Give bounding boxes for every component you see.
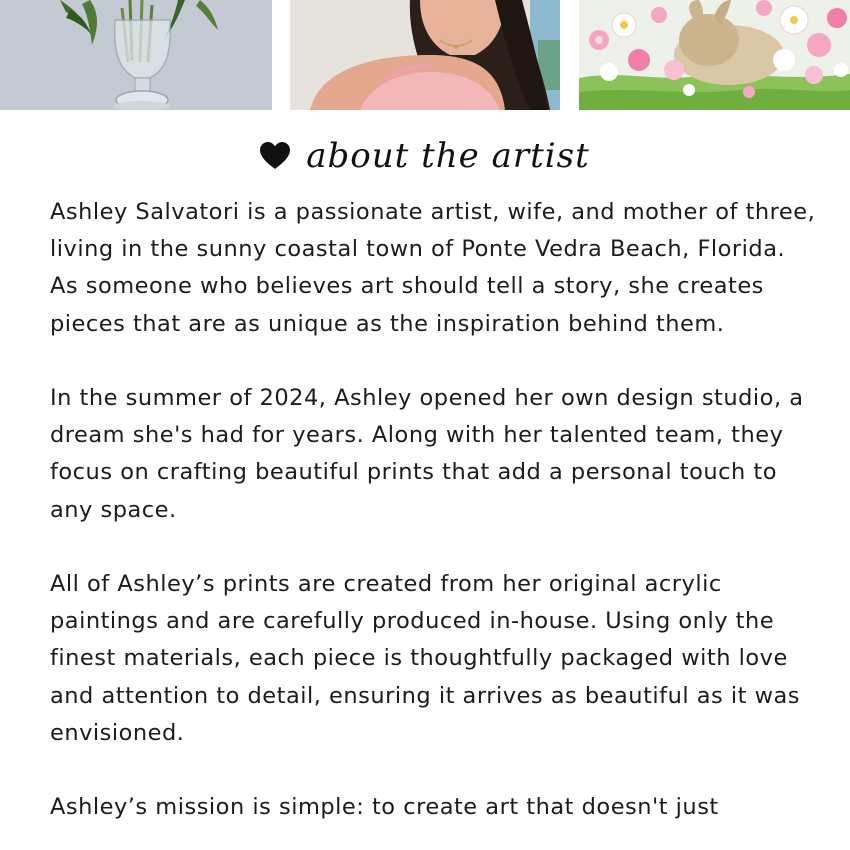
photo-strip — [0, 0, 850, 110]
bio-paragraph: All of Ashley’s prints are created from her original acrylic paintings and are carefully produced in-house. Using only the finest materials, each piece is thoughtfully packaged with love and attention to detail, ensuring it arrives as beautiful as it was envisioned. — [50, 571, 801, 746]
heart-icon — [260, 142, 290, 170]
artist-portrait — [290, 0, 560, 110]
bio-text — [50, 194, 820, 850]
bunny-with-flowers-painting — [579, 0, 850, 110]
bio-paragraph: Ashley’s mission is simple: to create art that doesn't just — [50, 794, 719, 821]
section-heading — [0, 128, 850, 184]
vase-of-greenery-painting — [0, 0, 272, 110]
bio-paragraph: In the summer of 2024, Ashley opened her own design studio, a dream she's had for years. Along with her talented team, they focus on crafting beautiful prints that add a personal touch to any space. — [50, 385, 804, 523]
bio-paragraph: Ashley Salvatori is a passionate artist, wife, and mother of three, living in the sunny coastal town of Ponte Vedra Beach, Florida. As someone who believes art should tell a story, she creates pieces that are as unique as the inspiration behind them. — [50, 199, 816, 337]
heading-text: about the artist — [306, 136, 590, 176]
